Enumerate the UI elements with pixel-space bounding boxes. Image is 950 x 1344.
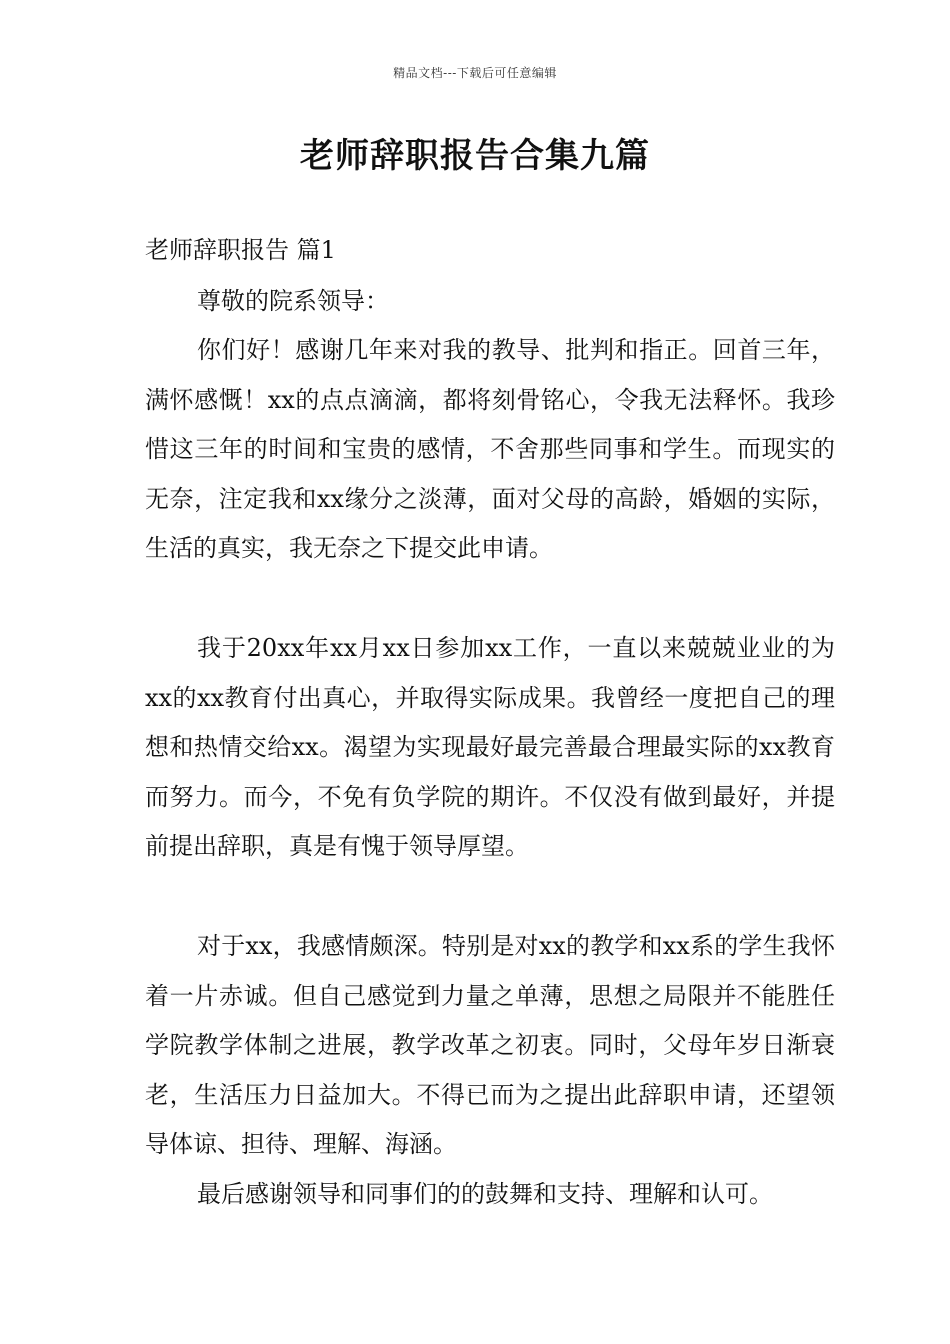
document-title: 老师辞职报告合集九篇: [300, 136, 650, 176]
salutation: 尊敬的院系领导：: [197, 287, 389, 315]
section-heading: 老师辞职报告 篇1: [145, 236, 336, 264]
header-note: 精品文档---下载后可任意编辑: [393, 66, 557, 80]
body-paragraph-2: 我于20xx年xx月xx日参加xx工作，一直以来兢兢业业的为xx的xx教育付出真心，并取得实际成果。我曾经一度把自己的理想和热情交给xx。渴望为实现最好最完善最合理最实际的xx教育而努力。而今，不免有负学院的期许。不仅没有做到最好，并提前提出辞职，真是有愧于领导厚望。: [145, 634, 835, 860]
body-paragraph-3: 对于xx，我感情颇深。特别是对xx的教学和xx系的学生我怀着一片赤诚。但自己感觉到力量之单薄，思想之局限并不能胜任学院教学体制之进展，教学改革之初衷。同时，父母年岁日渐衰老，生活压力日益加大。不得已而为之提出此辞职申请，还望领导体谅、担待、理解、海涵。: [145, 932, 835, 1158]
body-paragraph-1: 你们好！感谢几年来对我的教导、批判和指正。回首三年，满怀感慨！xx的点点滴滴，都将刻骨铭心，令我无法释怀。我珍惜这三年的时间和宝贵的感情，不舍那些同事和学生。而现实的无奈，注定我和xx缘分之淡薄，面对父母的高龄，婚姻的实际，生活的真实，我无奈之下提交此申请。: [145, 336, 835, 562]
body-paragraph-4: 最后感谢领导和同事们的的鼓舞和支持、理解和认可。: [197, 1180, 773, 1208]
